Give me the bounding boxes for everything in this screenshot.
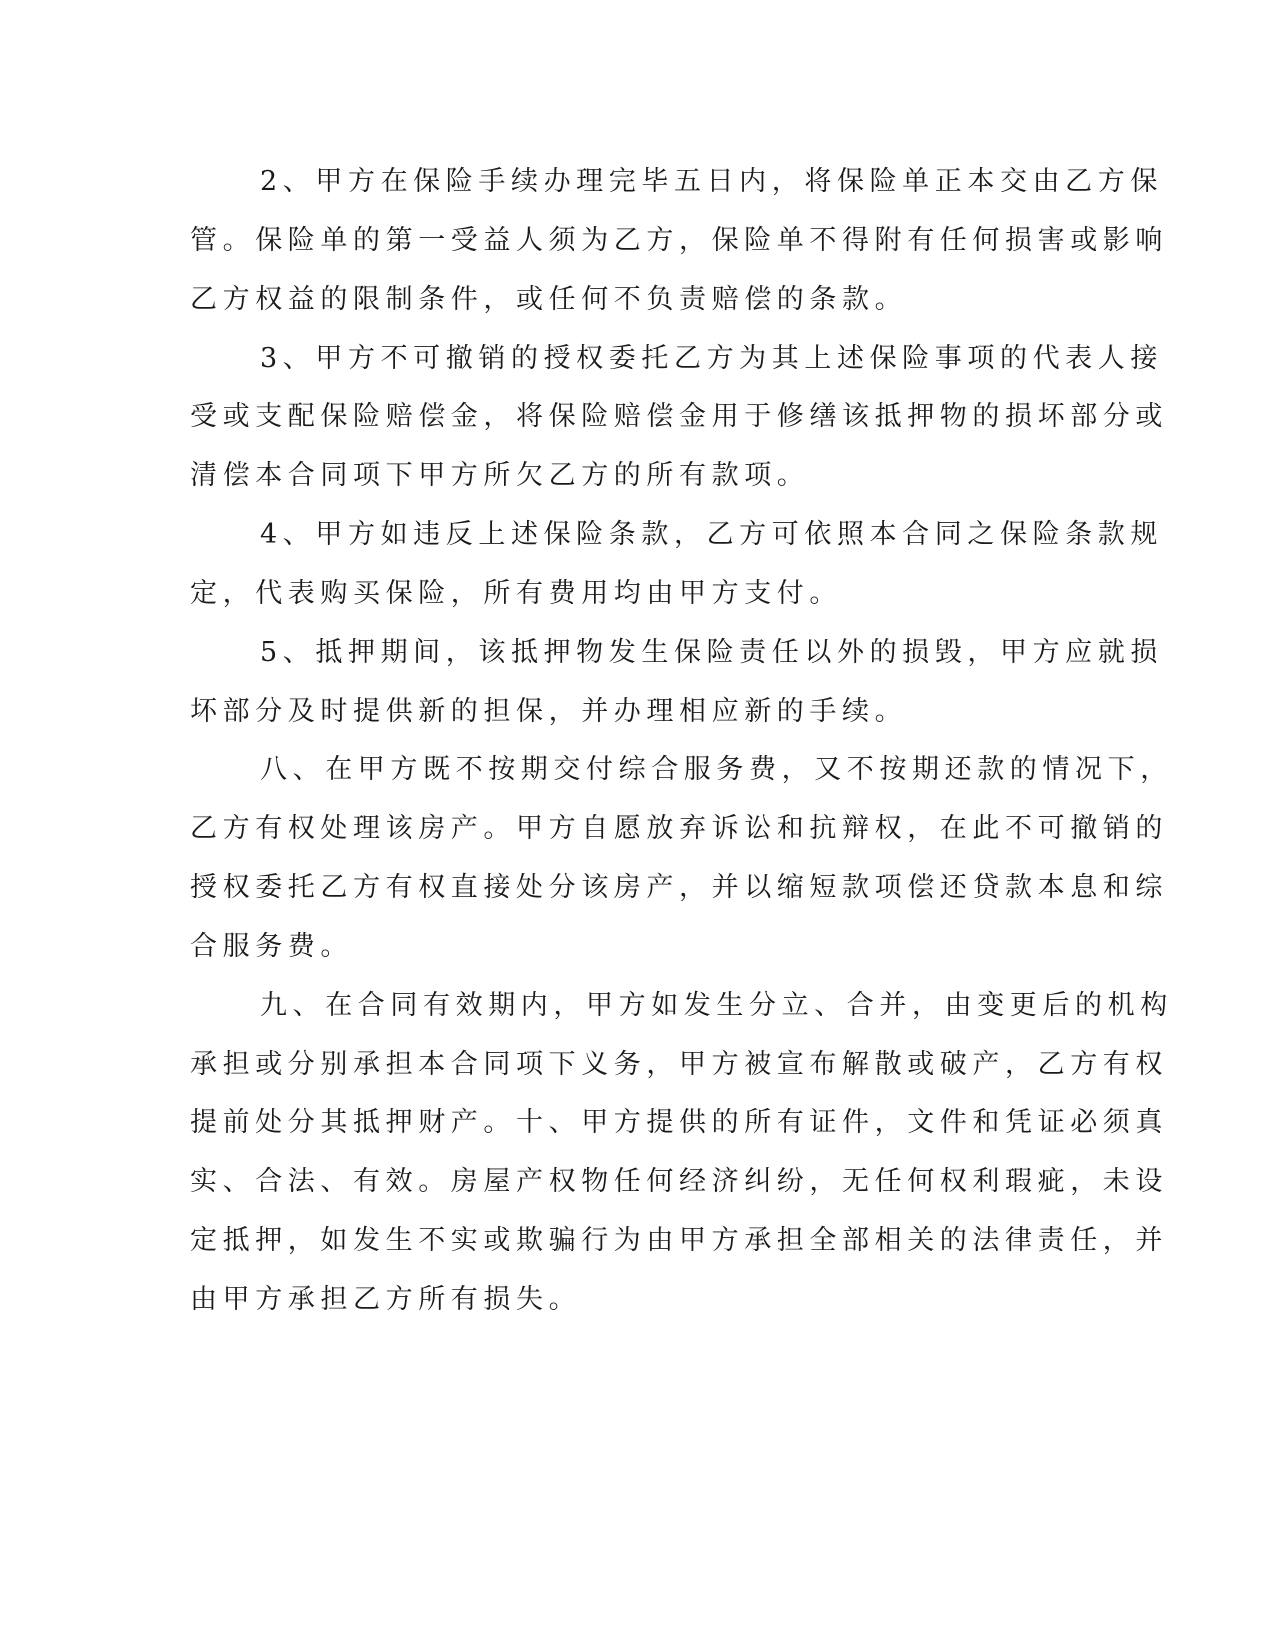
- article-8-line-4: 合服务费。: [190, 931, 353, 962]
- clause-3-line-3: 清偿本合同项下甲方所欠乙方的所有款项。: [190, 460, 810, 491]
- clause-2-line-1: 2、甲方在保险手续办理完毕五日内，将保险单正本交由乙方保: [260, 166, 1163, 197]
- clause-5-line-1: 5、抵押期间，该抵押物发生保险责任以外的损毁，甲方应就损: [260, 637, 1163, 668]
- article-9-line-5: 定抵押，如发生不实或欺骗行为由甲方承担全部相关的法律责任，并: [190, 1225, 1168, 1256]
- article-8-line-1: 八、在甲方既不按期交付综合服务费，又不按期还款的情况下，: [260, 754, 1173, 785]
- article-9-line-3: 提前处分其抵押财产。十、甲方提供的所有证件，文件和凭证必须真: [190, 1107, 1168, 1138]
- clause-3-line-1: 3、甲方不可撤销的授权委托乙方为其上述保险事项的代表人接: [260, 343, 1163, 374]
- article-8-line-2: 乙方有权处理该房产。甲方自愿放弃诉讼和抗辩权，在此不可撤销的: [190, 813, 1168, 844]
- clause-2-line-3: 乙方权益的限制条件，或任何不负责赔偿的条款。: [190, 284, 908, 315]
- clause-5-line-2: 坏部分及时提供新的担保，并办理相应新的手续。: [190, 696, 908, 727]
- article-9-line-1: 九、在合同有效期内，甲方如发生分立、合并，由变更后的机构: [260, 990, 1173, 1021]
- article-9-line-6: 由甲方承担乙方所有损失。: [190, 1284, 582, 1315]
- article-9-line-4: 实、合法、有效。房屋产权物任何经济纠纷，无任何权利瑕疵，未设: [190, 1166, 1168, 1197]
- article-9-line-2: 承担或分别承担本合同项下义务，甲方被宣布解散或破产，乙方有权: [190, 1049, 1168, 1080]
- clause-3-line-2: 受或支配保险赔偿金，将保险赔偿金用于修缮该抵押物的损坏部分或: [190, 401, 1168, 432]
- clause-4-line-2: 定，代表购买保险，所有费用均由甲方支付。: [190, 578, 842, 609]
- clause-4-line-1: 4、甲方如违反上述保险条款，乙方可依照本合同之保险条款规: [260, 519, 1163, 550]
- article-8-line-3: 授权委托乙方有权直接处分该房产，并以缩短款项偿还贷款本息和综: [190, 872, 1168, 903]
- clause-2-line-2: 管。保险单的第一受益人须为乙方，保险单不得附有任何损害或影响: [190, 225, 1168, 256]
